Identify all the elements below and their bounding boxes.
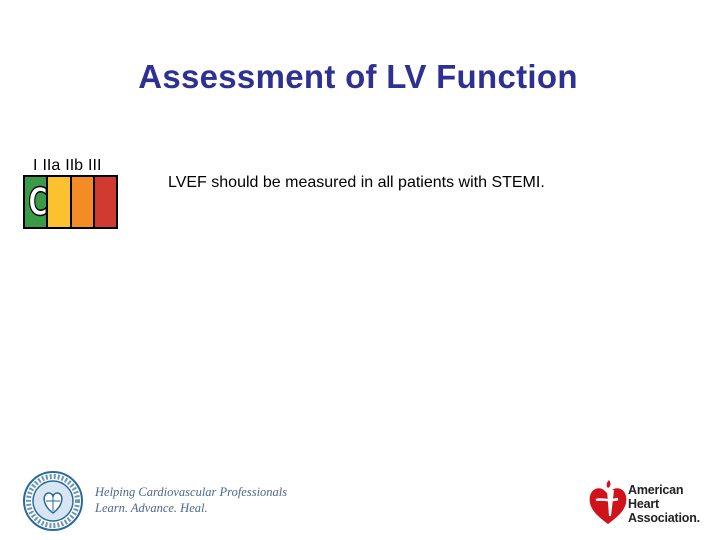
class-i-cell	[25, 177, 46, 227]
acc-tagline-line2: Learn. Advance. Heal.	[95, 501, 208, 515]
class-label-iia: IIa	[42, 157, 61, 174]
acc-tagline	[95, 484, 287, 516]
slide-title: Assessment of LV Function	[138, 58, 578, 95]
aha-line3: Association.	[628, 511, 700, 525]
level-of-evidence: C	[28, 180, 48, 224]
class-iii-cell	[95, 177, 116, 227]
class-iia-cell	[48, 177, 69, 227]
aha-line1: American	[628, 483, 684, 497]
recommendation-class-box	[23, 175, 118, 229]
heart-torch-icon	[588, 478, 628, 526]
class-label-i: I	[33, 157, 38, 174]
acc-tagline-line1: Helping Cardiovascular Professionals	[95, 485, 288, 499]
class-iib-cell	[72, 177, 93, 227]
class-label-iii: III	[88, 157, 102, 174]
aha-wordmark	[628, 483, 700, 525]
recommendation-statement: LVEF should be measured in all patients with STEMI.	[168, 174, 545, 191]
recommendation-class-labels	[33, 157, 106, 175]
class-label-iib: IIb	[65, 157, 84, 174]
acc-seal-icon	[22, 471, 84, 531]
aha-line2: Heart	[628, 497, 659, 511]
